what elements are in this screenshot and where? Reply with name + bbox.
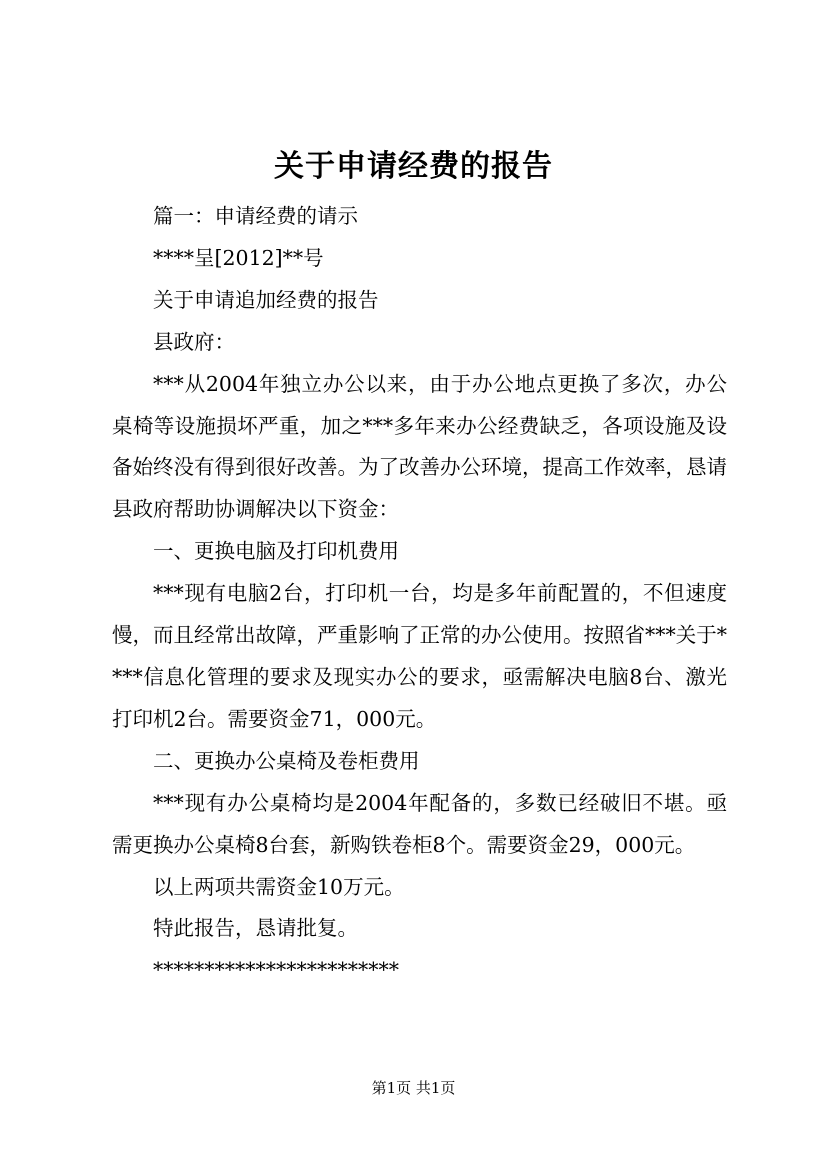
item-heading-computers: 一、更换电脑及打印机费用 — [153, 539, 399, 564]
report-subject: 关于申请追加经费的报告 — [153, 287, 379, 312]
page-footer: 第1页 共1页 — [371, 1079, 456, 1097]
document-title: 关于申请经费的报告 — [274, 149, 553, 184]
signature-placeholder: ************************ — [153, 958, 399, 983]
item-paragraph-furniture: ***现有办公桌椅均是2004年配备的，多数已经破旧不堪。亟需更换办公桌椅8台套，新购铁卷柜8个。需要资金29，000元。 — [112, 790, 727, 857]
intro-paragraph: ***从2004年独立办公以来，由于办公地点更换了多次，办公桌椅等设施损坏严重，加之***多年来办公经费缺乏，各项设施及设备始终没有得到很好改善。为了改善办公环境，提高工作效率，恳请县政府帮助协调解决以下资金： — [112, 371, 727, 522]
closing-paragraph: 特此报告，恳请批复。 — [153, 916, 358, 941]
section-heading: 篇一：申请经费的请示 — [153, 204, 358, 228]
item-paragraph-computers: ***现有电脑2台，打印机一台，均是多年前配置的，不但速度慢，而且经常出故障，严重影响了正常的办公使用。按照省***关于****信息化管理的要求及现实办公的要求，亟需解决电脑8台、激光打印机2台。需要资金71，000元。 — [112, 581, 727, 731]
document-body — [112, 196, 727, 992]
document-number: ****呈[2012]**号 — [153, 245, 324, 270]
total-paragraph: 以上两项共需资金10万元。 — [153, 874, 405, 899]
addressee: 县政府： — [153, 329, 235, 354]
item-heading-furniture: 二、更换办公桌椅及卷柜费用 — [153, 748, 420, 773]
